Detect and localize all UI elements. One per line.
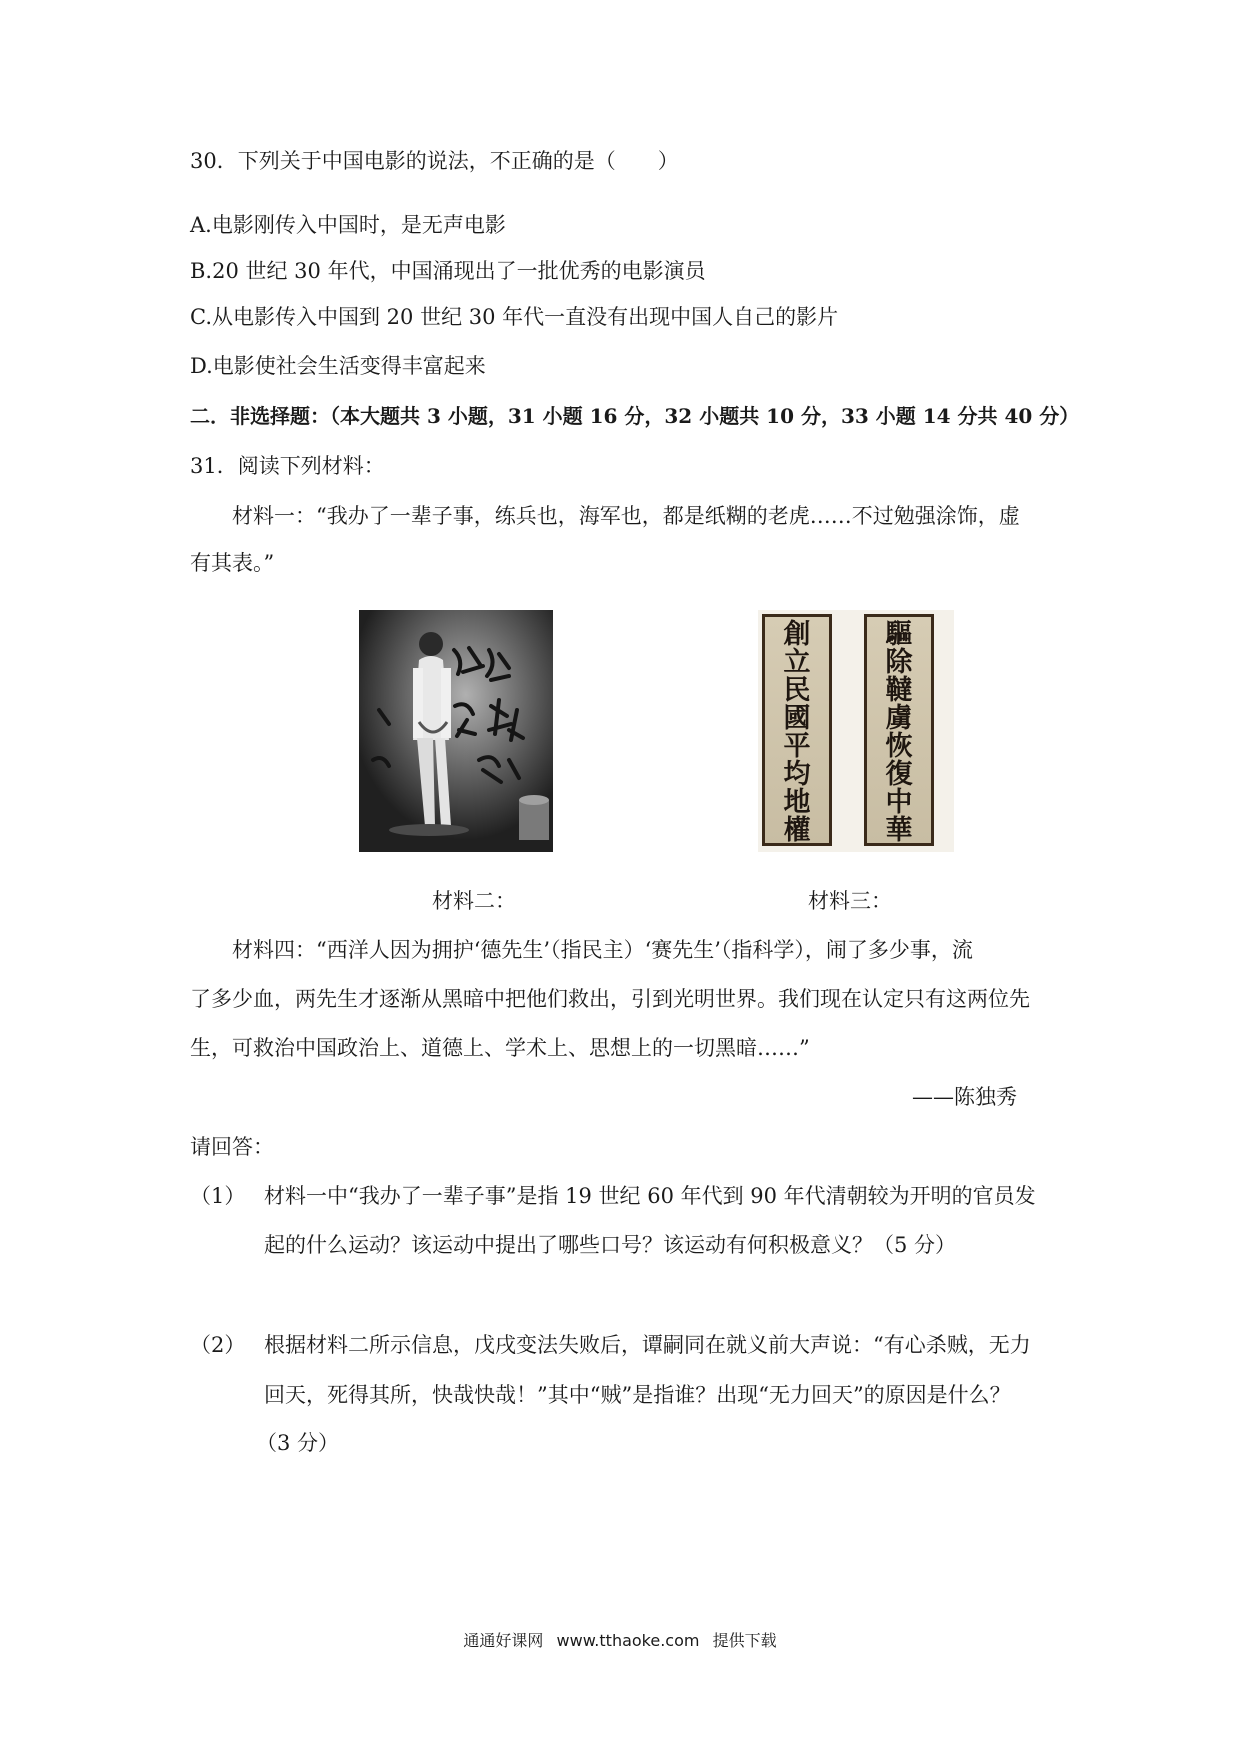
sub2-line2: 回天，死得其所，快哉快哉！”其中“贼”是指谁？出现“无力回天”的原因是什么？	[264, 1383, 1011, 1407]
section2-heading: 二．非选择题：（本大题共 3 小题，31 小题 16 分，32 小题共 10 分，33 小题 14 分共 40 分）	[190, 404, 1080, 428]
couplet-right-scroll	[864, 614, 934, 846]
q30-option-a: A.电影刚传入中国时，是无声电影	[190, 213, 506, 237]
material4-line2: 了多少血，两先生才逐渐从黑暗中把他们救出，引到光明世界。我们现在认定只有这两位先	[190, 987, 1030, 1011]
material4-line1: 材料四：“西洋人因为拥护‘德先生’（指民主）‘赛先生’（指科学），闹了多少事，流	[232, 938, 973, 962]
couplet-char: 虜	[885, 703, 913, 734]
sub1-line2: 起的什么运动？该运动中提出了哪些口号？该运动有何积极意义？（5 分）	[264, 1233, 957, 1257]
sub1-line1: 材料一中“我办了一辈子事”是指 19 世纪 60 年代到 90 年代清朝较为开明的官员发	[264, 1184, 1036, 1208]
couplet-char: 除	[885, 647, 913, 678]
couplet-left-scroll	[762, 614, 832, 846]
couplet-char: 韃	[885, 675, 913, 706]
sub2-line1: 根据材料二所示信息，戊戌变法失败后，谭嗣同在就义前大声说：“有心杀贼，无力	[264, 1333, 1031, 1357]
material1-line2: 有其表。”	[190, 551, 275, 575]
sub2-line3: （3 分）	[256, 1431, 340, 1455]
couplet-char: 均	[783, 759, 811, 790]
couplet-char: 復	[885, 759, 913, 790]
sub2-number: （2）	[190, 1333, 246, 1357]
couplet-char: 地	[783, 787, 811, 818]
couplet-char: 國	[783, 703, 811, 734]
q31-intro: 31．阅读下列材料：	[190, 454, 385, 478]
tan-sitong-photo	[359, 610, 553, 852]
couplet-char: 中	[885, 787, 913, 818]
footer-url[interactable]: www.tthaoke.com	[556, 1631, 700, 1650]
couplet-char: 立	[783, 647, 811, 678]
q30-option-d: D.电影使社会生活变得丰富起来	[190, 354, 486, 378]
q30-stem: 30．下列关于中国电影的说法，不正确的是（ ）	[190, 149, 679, 173]
material1-line1: 材料一：“我办了一辈子事，练兵也，海军也，都是纸糊的老虎……不过勉强涂饰，虚	[232, 504, 1020, 528]
footer-download: 提供下载	[712, 1631, 777, 1650]
material2-caption: 材料二：	[432, 889, 516, 913]
couplet-char: 創	[783, 619, 811, 650]
q30-option-b: B.20 世纪 30 年代，中国涌现出了一批优秀的电影演员	[190, 259, 706, 283]
couplet-char: 平	[783, 731, 811, 762]
please-answer: 请回答：	[190, 1135, 274, 1159]
page-footer	[0, 1628, 1240, 1651]
footer-site-name: 通通好课网	[463, 1631, 544, 1650]
couplet-char: 權	[783, 815, 811, 846]
couplet-char: 華	[885, 815, 913, 846]
couplet-char: 驅	[885, 619, 913, 650]
couplet-char: 民	[783, 675, 811, 706]
material4-author: ——陈独秀	[912, 1085, 1017, 1109]
sub1-number: （1）	[190, 1184, 246, 1208]
q30-option-c: C.从电影传入中国到 20 世纪 30 年代一直没有出现中国人自己的影片	[190, 305, 839, 329]
execution-scene-illustration	[359, 610, 553, 852]
couplet-char: 恢	[885, 731, 913, 762]
sun-yatsen-couplet	[758, 610, 954, 852]
material4-line3: 生，可救治中国政治上、道德上、学术上、思想上的一切黑暗……”	[190, 1036, 810, 1060]
material3-caption: 材料三：	[808, 889, 892, 913]
